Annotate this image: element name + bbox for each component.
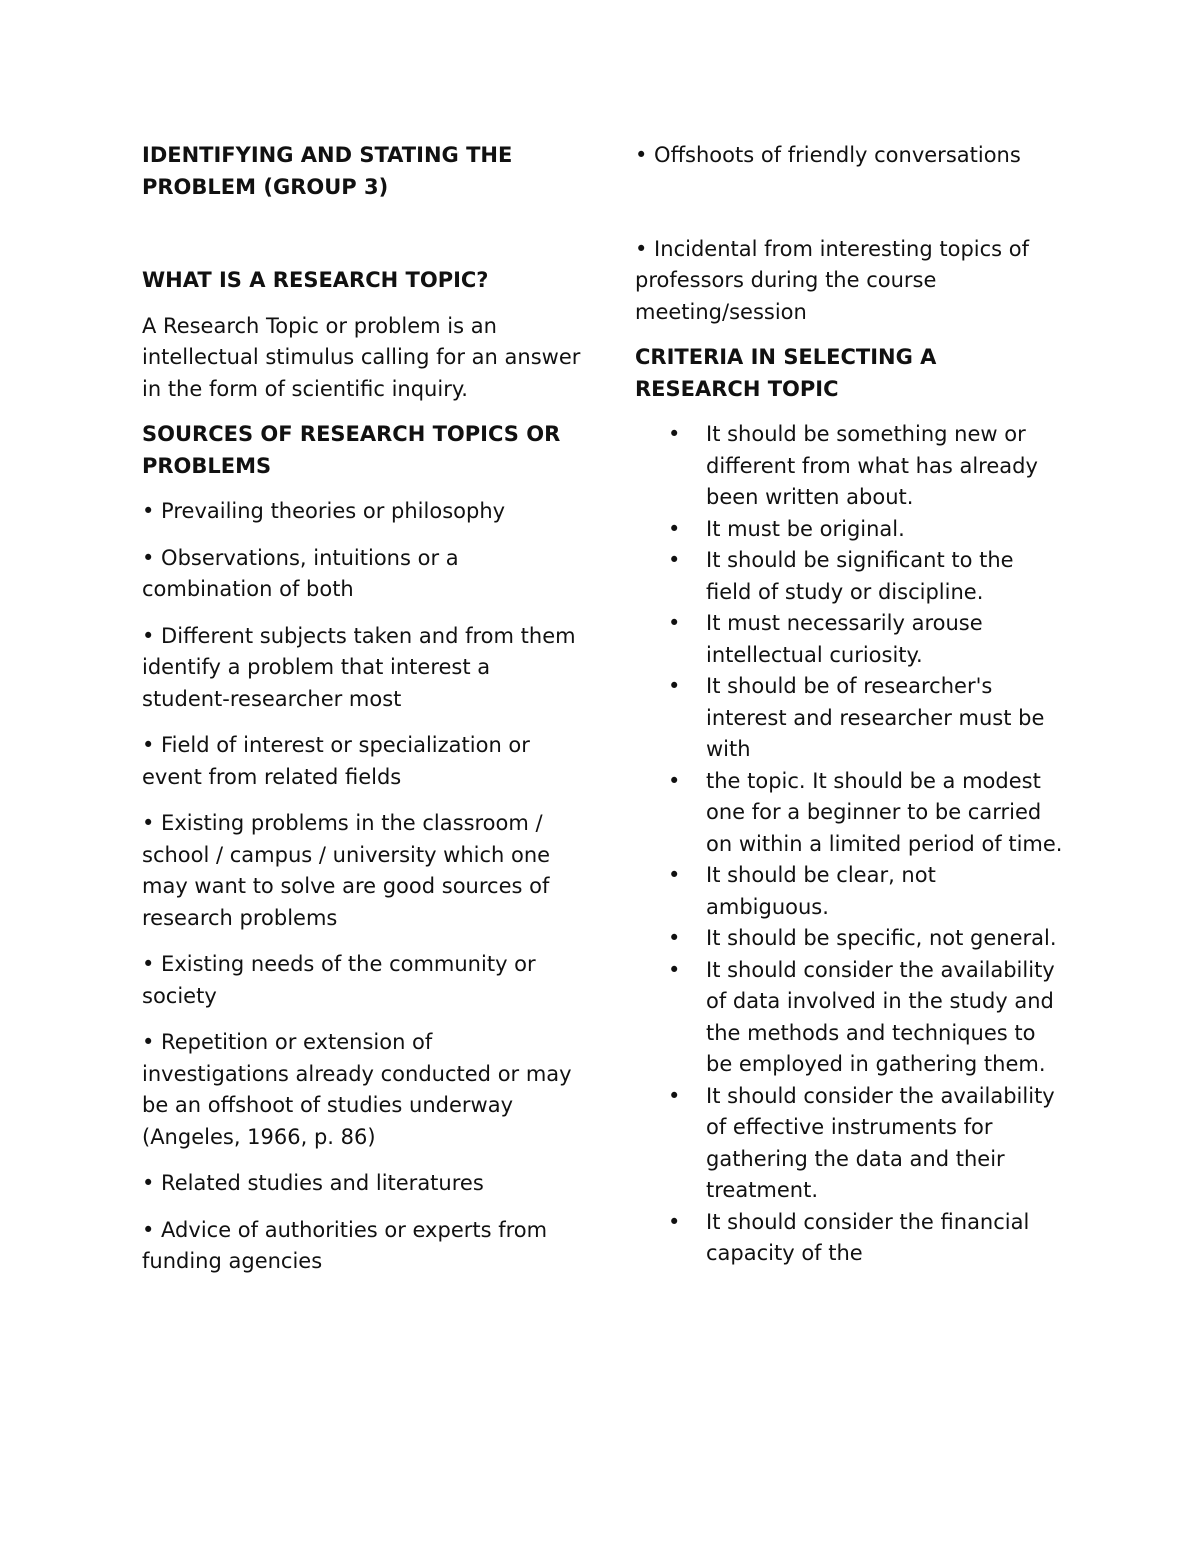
source-item: • Advice of authorities or experts from funding agencies [142,1217,548,1273]
criteria-text: It must be original. [706,516,905,541]
source-item: • Existing problems in the classroom / school / campus / university which one may want to solve are good sources of research problems [142,811,551,930]
right-column [635,140,1065,1270]
source-item: • Different subjects taken and from them identify a problem that interest a student-researcher most [142,623,576,711]
bullet-icon: • [668,1083,681,1108]
source-item: • Related studies and literatures [142,1171,484,1195]
criteria-text: It should be clear, not ambiguous. [706,863,936,919]
heading-criteria: CRITERIA IN SELECTING A RESEARCH TOPIC [635,345,937,401]
criteria-item [635,923,1065,955]
criteria-item [635,608,1065,671]
bullet-icon: • [668,422,681,446]
source-item: • Existing needs of the community or society [142,952,536,1008]
source-item: • Offshoots of friendly conversations [635,143,1021,167]
bullet-icon: • [668,516,681,541]
bullet-icon: • [668,548,681,572]
source-item: • Field of interest or specialization or event from related fields [142,733,530,789]
heading-what-is-research-topic: WHAT IS A RESEARCH TOPIC? [142,268,489,292]
document-title: IDENTIFYING AND STATING THE PROBLEM (GROUP 3) [142,143,513,199]
criteria-item [635,514,1065,546]
criteria-text: It should be something new or different from what has already been written about. [706,422,1038,509]
bullet-icon: • [668,926,681,950]
criteria-text: It should be significant to the field of study or discipline. [706,548,1014,604]
bullet-icon: • [668,768,681,793]
criteria-text: It should be specific, not general. [706,926,1057,950]
criteria-item [635,1081,1065,1207]
criteria-item [635,671,1065,766]
bullet-icon: • [668,611,681,635]
heading-sources: SOURCES OF RESEARCH TOPICS OR PROBLEMS [142,422,561,478]
bullet-icon: • [668,674,681,698]
criteria-item [635,860,1065,923]
criteria-text: It should consider the availability of effective instruments for gathering the data and their treatment. [706,1083,1055,1202]
criteria-item [635,766,1065,861]
criteria-item [635,955,1065,1081]
criteria-text: It should consider the financial capacity of the [706,1209,1030,1265]
criteria-text: It should consider the availability of data involved in the study and the methods and techniques to be employed in gathering them. [706,957,1055,1076]
criteria-item [635,1207,1065,1270]
criteria-item [635,419,1065,514]
criteria-text: It must necessarily arouse intellectual curiosity. [706,611,983,667]
bullet-icon: • [668,863,681,887]
criteria-text: It should be of researcher's interest and researcher must be with [706,674,1045,761]
criteria-item [635,545,1065,608]
criteria-text: the topic. It should be a modest one for a beginner to be carried on within a limited period of time. [706,768,1063,856]
source-item: • Repetition or extension of investigations already conducted or may be an offshoot of studies underway (Angeles, 1966, p. 86) [142,1030,572,1149]
criteria-list [635,419,1065,1270]
research-topic-definition: A Research Topic or problem is an intellectual stimulus calling for an answer in the form of scientific inquiry. [142,313,581,401]
source-item: • Observations, intuitions or a combination of both [142,545,459,601]
bullet-icon: • [668,957,681,982]
source-item: • Prevailing theories or philosophy [142,499,506,523]
source-item: • Incidental from interesting topics of professors during the course meeting/session [635,236,1030,324]
left-column [142,140,582,1293]
bullet-icon: • [668,1209,681,1234]
